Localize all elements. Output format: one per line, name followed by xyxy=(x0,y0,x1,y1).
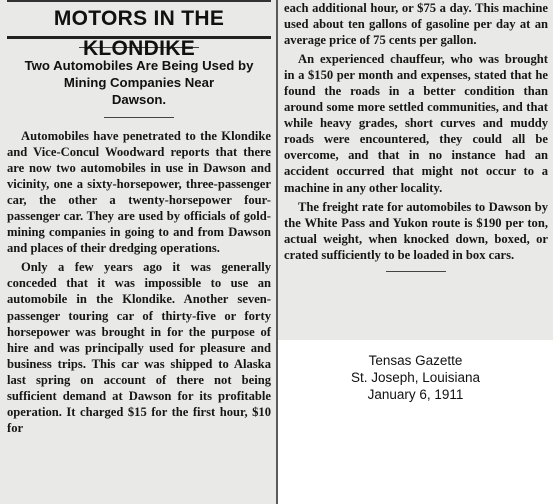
divider-rule xyxy=(104,117,174,118)
source-caption xyxy=(278,340,553,504)
right-column xyxy=(284,0,548,272)
caption-date: January 6, 1911 xyxy=(367,387,464,402)
headline: MOTORS IN THE KLONDIKE xyxy=(53,7,225,60)
end-rule xyxy=(386,271,446,272)
subheadline-line: Dawson. xyxy=(111,92,167,107)
article-paragraph: The freight rate for automobiles to Dawson by the White Pass and Yukon route is $190 per ton, actual weight, when knocked down, boxed, or crated sufficiently to be loaded in box cars. xyxy=(284,199,548,262)
top-rule xyxy=(7,0,271,2)
caption-location: St. Joseph, Louisiana xyxy=(350,370,481,385)
subheadline-line: Mining Companies Near xyxy=(63,75,215,90)
article-paragraph: Only a few years ago it was generally conceded that it was impossible to use an automobile in the Klondike. Another seven-passenger touring car of thirty-five or forty horsepower was brought in for the purpose of hire and was principally used for pleasure and business trips. This car was shipped to Alaska last spring on account of there not being sufficient demand at Dawson for its profitable operation. It charged $15 for the first hour, $10 for xyxy=(7,260,271,435)
left-column xyxy=(7,0,271,436)
article-paragraph: each additional hour, or $75 a day. This machine used about ten gallons of gasoline per day at an average price of 75 cents per gallon. xyxy=(284,1,548,48)
caption-newspaper: Tensas Gazette xyxy=(368,353,463,368)
article-paragraph: An experienced chauffeur, who was brought in a $150 per month and expenses, stated that he found the roads in a better condition than around some more settled communities, and that while heavy grades, short curves and muddy roads were encountered, they could all be overcome, and that in no instance had an accident occurred that might not occur to a machine in any other locality. xyxy=(284,52,548,195)
subheadline xyxy=(7,57,271,108)
subheadline-line: Two Automobiles Are Being Used by xyxy=(24,58,254,73)
article-paragraph: Automobiles have penetrated to the Klondike and Vice-Concul Woodward reports that there are now two automobiles in use in Dawson and vicinity, one a sixty-horsepower, three-passenger car, the other a twenty-horsepower four-passenger car. They are used by officials of gold-mining companies in going to and from Dawson and places of their dredging operations. xyxy=(7,129,271,256)
